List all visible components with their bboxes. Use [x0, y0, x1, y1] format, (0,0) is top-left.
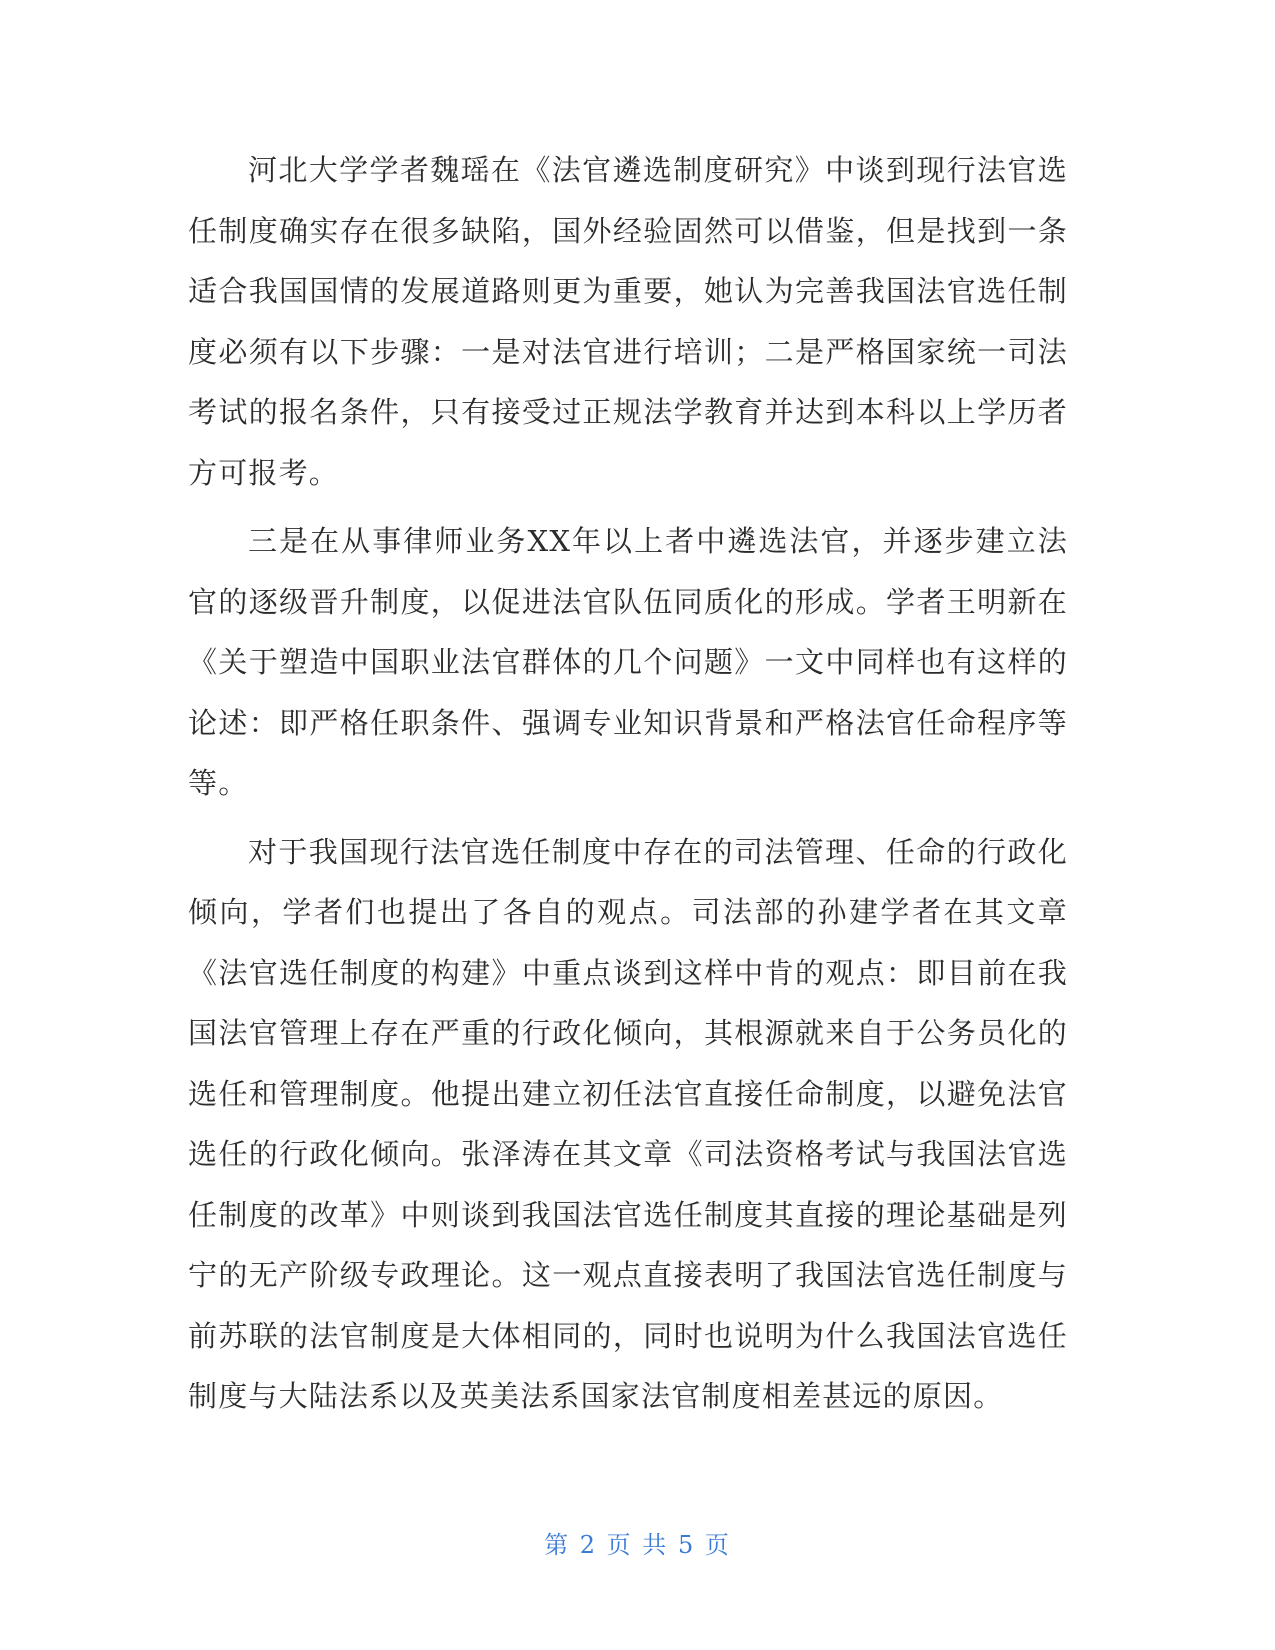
paragraph-2: 三是在从事律师业务XX年以上者中遴选法官，并逐步建立法官的逐级晋升制度，以促进法官队伍同质化的形成。学者王明新在《关于塑造中国职业法官群体的几个问题》一文中同样也有这样的论述：即严格任职条件、强调专业知识背景和严格法官任命程序等等。	[188, 524, 1068, 800]
paragraph-3: 对于我国现行法官选任制度中存在的司法管理、任命的行政化倾向，学者们也提出了各自的观点。司法部的孙建学者在其文章《法官选任制度的构建》中重点谈到这样中肯的观点：即目前在我国法官管理上存在严重的行政化倾向，其根源就来自于公务员化的选任和管理制度。他提出建立初任法官直接任命制度，以避免法官选任的行政化倾向。张泽涛在其文章《司法资格考试与我国法官选任制度的改革》中则谈到我国法官选任制度其直接的理论基础是列宁的无产阶级专政理论。这一观点直接表明了我国法官选任制度与前苏联的法官制度是大体相同的，同时也说明为什么我国法官选任制度与大陆法系以及英美法系国家法官制度相差甚远的原因。	[188, 834, 1068, 1413]
page-footer	[0, 1525, 1275, 1560]
paragraph-1: 河北大学学者魏瑶在《法官遴选制度研究》中谈到现行法官选任制度确实存在很多缺陷，国外经验固然可以借鉴，但是找到一条适合我国国情的发展道路则更为重要，她认为完善我国法官选任制度必须有以下步骤：一是对法官进行培训；二是严格国家统一司法考试的报名条件，只有接受过正规法学教育并达到本科以上学历者方可报考。	[188, 153, 1068, 490]
page-number-label: 第 2 页 共 5 页	[544, 1531, 731, 1559]
document-body	[188, 140, 1068, 1427]
